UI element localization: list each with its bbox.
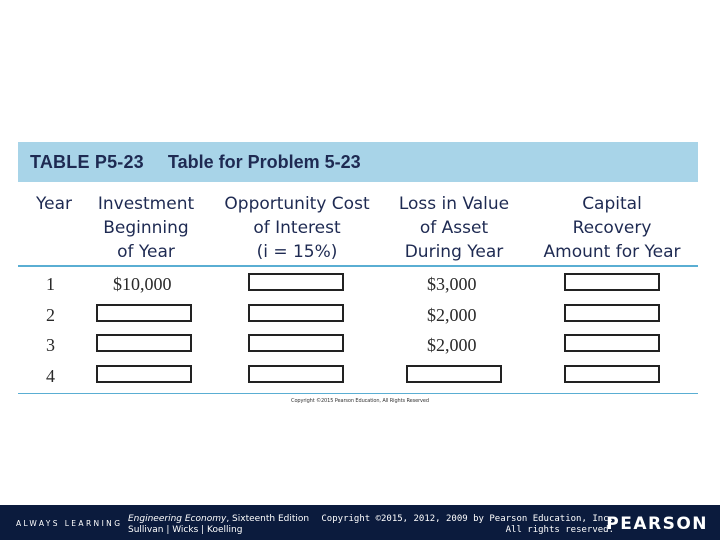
- row-4-capital-box[interactable]: [564, 365, 660, 383]
- table-header-band: [18, 142, 698, 182]
- col-header-loss: Loss in Value of Asset During Year: [398, 194, 510, 262]
- row-1-investment: $10,000: [113, 274, 172, 294]
- row-3-investment-box[interactable]: [96, 334, 192, 352]
- header-rule: [18, 265, 698, 267]
- row-3-opportunity-box[interactable]: [248, 334, 344, 352]
- figure-copyright: Copyright ©2015 Pearson Education, All Rights Reserved: [291, 398, 429, 404]
- footer-book-info: [128, 514, 309, 536]
- footer-copyright: [321, 514, 614, 536]
- col-header-year: [26, 192, 82, 216]
- bottom-rule: [18, 393, 698, 394]
- row-1-loss: $3,000: [427, 274, 477, 294]
- table-number: TABLE P5-23: [30, 151, 144, 172]
- footer-authors: Sullivan | Wicks | Koelling: [128, 525, 243, 535]
- row-1-year: 1: [46, 274, 55, 294]
- row-3-year: 3: [46, 335, 55, 355]
- footer-bar: [0, 505, 720, 540]
- col-header-investment: Investment Beginning of Year: [97, 194, 195, 262]
- footer-tagline: ALWAYS LEARNING: [16, 519, 123, 528]
- footer-copyright-line1: Copyright ©2015, 2012, 2009 by Pearson Education, Inc.: [321, 514, 614, 524]
- footer-book-title: Engineering Economy: [128, 514, 227, 524]
- row-2-capital-box[interactable]: [564, 304, 660, 322]
- row-2-loss: $2,000: [427, 305, 477, 325]
- pearson-logo: PEARSON: [606, 514, 708, 534]
- row-2-investment-box[interactable]: [96, 304, 192, 322]
- footer-book-edition: , Sixteenth Edition: [226, 514, 310, 524]
- row-3-capital-box[interactable]: [564, 334, 660, 352]
- row-4-loss-box[interactable]: [406, 365, 502, 383]
- row-2-year: 2: [46, 305, 55, 325]
- col-header-opportunity: Opportunity Cost of Interest (i = 15%): [224, 194, 370, 262]
- row-3-loss: $2,000: [427, 335, 477, 355]
- row-4-year: 4: [46, 366, 55, 386]
- col-header-year-label: Year: [36, 194, 72, 214]
- row-1-opportunity-box[interactable]: [248, 273, 344, 291]
- row-4-opportunity-box[interactable]: [248, 365, 344, 383]
- footer-copyright-line2: All rights reserved.: [505, 525, 614, 535]
- row-4-investment-box[interactable]: [96, 365, 192, 383]
- table-title: Table for Problem 5-23: [167, 151, 361, 172]
- row-2-opportunity-box[interactable]: [248, 304, 344, 322]
- col-header-capital: Capital Recovery Amount for Year: [543, 194, 681, 262]
- row-1-capital-box[interactable]: [564, 273, 660, 291]
